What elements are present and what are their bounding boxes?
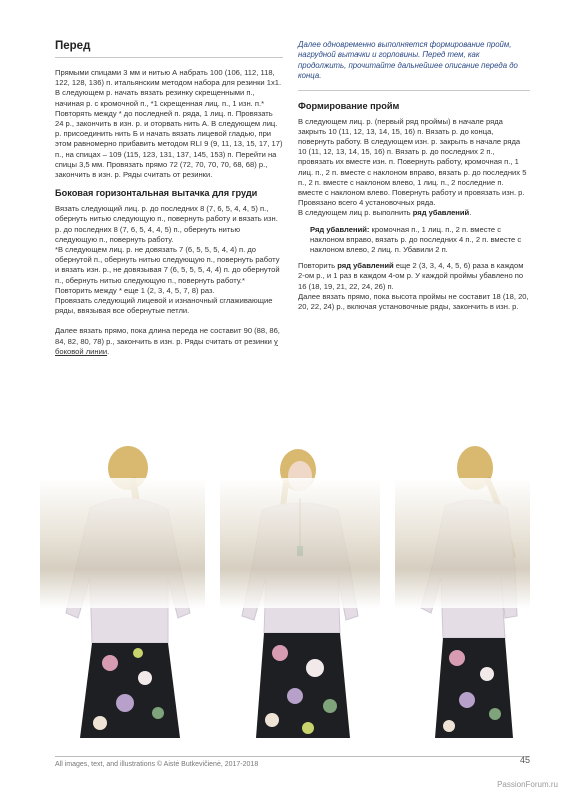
dart-paragraph-4: Далее вязать прямо, пока длина переда не составит 90 (88, 86, 84, 82, 80, 78) р., закончить в изн. р. Ряды считать от резинки у боковой линии. <box>55 326 280 356</box>
subsection-title-bust-dart: Боковая горизонтальная вытачка для груди <box>55 188 258 199</box>
copyright-text: All images, text, and illustrations © Aistė Butkevičienė, 2017-2018 <box>55 761 259 768</box>
armhole-paragraph-1: В следующем лиц. р. (первый ряд проймы) в начале ряда закрыть 10 (11, 12, 13, 14, 15, 16) п. Вязать р. до конца, повернуть работу. В следующем изн. р. закрыть в начале ряда 10 (11, 12, 13, 14, 15, 16) п. Вязать р. до последних 2 п., провязать их вместе изн. п. Повернуть работу, кромочная п., 1 лиц. п., 2 п. вместе с наклоном вправо, вязать р. до последних 5 п., 2 п. вместе с наклоном влево, 1 лиц. п., 2 последние п. вместе с наклоном влево. Повернуть работу и провязать изн. р. Провязано всего 4 установочных ряда. <box>298 116 527 208</box>
dart-paragraph-1: Вязать следующий лиц. р. до последних 8 (7, 6, 5, 4, 4, 5) п., обернуть нитью следующую п., повернуть работу и вязать изн. р. до последних 8 (7, 6, 5, 4, 4, 5) п., обернуть нитью следующую п., повернуть работу. <box>55 204 278 244</box>
photo-back-view <box>40 438 205 738</box>
armhole-paragraph-3: Повторить ряд убавлений еще 2 (3, 3, 4, 4, 5, 6) раза в каждом 2-ом р., и 1 раз в каждом 4-ом р. У каждой проймы убавлено по 16 (18, 19, 21, 22, 24, 26) п. <box>298 261 524 291</box>
decrease-row-label: Ряд убавлений: <box>310 224 370 234</box>
model-photos <box>40 438 530 738</box>
photo-side-view <box>395 438 530 738</box>
page-number: 45 <box>519 755 530 765</box>
dart-paragraph-3: Провязать следующий лицевой и изнаночный сглаживающие ряды, ввязывая все обернутые петли. <box>55 296 273 316</box>
dart-paragraph-2: *В следующем лиц. р. не довязать 7 (6, 5, 5, 5, 4, 4) п. до обернутой п., обернуть нитью следующую п., повернуть работу и вязать изн. р., не довязывая 7 (6, 5, 5, 5, 4, 4) п. до обернутой п., обернуть нитью следующую п., повернуть работу.* Повторить между * еще 1 (2, 3, 4, 5, 7, 8) раз. <box>55 245 280 295</box>
instruction-note: Далее одновременно выполняется формирование пройм, нагрудной вытачки и горловины. Перед тем, как продолжить, прочитайте дальнейшее описание переда до конца. <box>298 40 530 91</box>
decrease-row-definition: Ряд убавлений: кромочная п., 1 лиц. п., 2 п. вместе с наклоном вправо, вязать р. до последних 4 п., 2 п. вместе с наклоном влево, 2 лиц. п. Убавили 2 п. <box>310 224 522 255</box>
page-footer <box>55 756 530 768</box>
section-title-front: Перед <box>55 40 283 58</box>
site-watermark: PassionForum.ru <box>497 780 558 789</box>
armhole-paragraph-4: Далее вязать прямо, пока высота проймы не составит 18 (18, 20, 20, 22, 24) р., включая установочные ряды, закончить в изн. р. <box>298 291 529 312</box>
intro-paragraph: Прямыми спицами 3 мм и нитью А набрать 100 (106, 112, 118, 122, 128, 136) п. итальянским методом набора для резинки 1х1. В следующем р. начать вязать резинку скрещенными п., начиная р. с кромочной п., *1 скрещенная лиц. п., 1 изн. п.* Повторять между * до последней п. ряда, 1 лиц. п. Провязать 24 р., закончить в изн. р. и оторвать нить А. В следующем лиц. р. присоединить нить Б и начать вязать лицевой гладью, при этом равномерно прибавить методом RLI 9 (9, 11, 13, 15, 17, 17) п., на спицах – 109 (115, 123, 131, 137, 145, 153) п. Перейти на спицы 3,5 мм. Провязать прямо 72 (72, 70, 70, 70, 68, 68) р., закончить в изн. р. Ряды считать от резинки. <box>55 68 283 180</box>
right-column <box>298 40 530 312</box>
left-column <box>55 40 283 357</box>
subsection-title-armholes: Формирование пройм <box>298 100 400 111</box>
side-line-link: у боковой линии <box>55 336 278 356</box>
photo-front-view <box>220 438 380 738</box>
armhole-paragraph-2: В следующем лиц р. выполнить ряд убавлений. <box>298 208 472 218</box>
